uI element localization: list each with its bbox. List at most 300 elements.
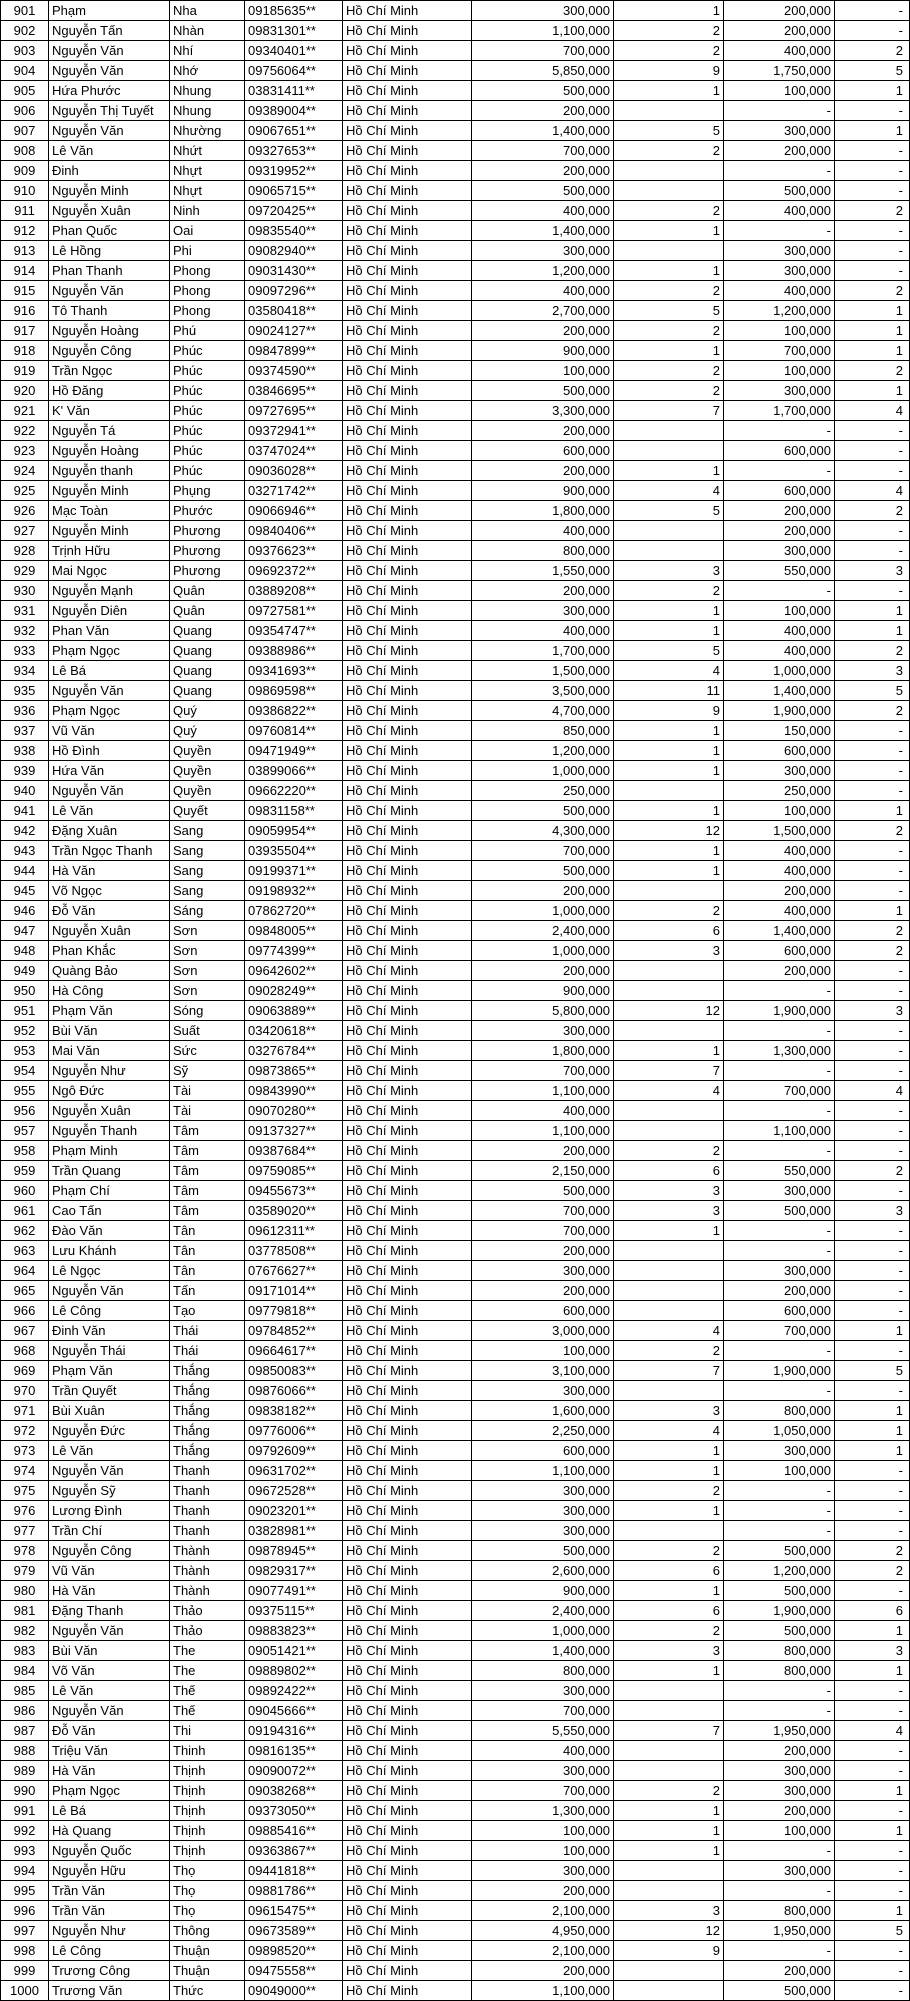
cell-count: 2	[614, 381, 724, 401]
cell-index: 985	[1, 1681, 49, 1701]
table-row	[1, 581, 910, 601]
cell-amount: 500,000	[472, 1541, 614, 1561]
cell-amount: 300,000	[472, 241, 614, 261]
cell-amount: 2,100,000	[472, 1901, 614, 1921]
cell-count: 2	[614, 581, 724, 601]
cell-amount-2: 1,900,000	[724, 1001, 835, 1021]
cell-index: 917	[1, 321, 49, 341]
cell-amount-2: 300,000	[724, 1761, 835, 1781]
cell-count-2: 1	[835, 1421, 910, 1441]
cell-count-2: 5	[835, 1921, 910, 1941]
cell-count: 6	[614, 1601, 724, 1621]
cell-given-name: Thi	[170, 1721, 245, 1741]
cell-phone: 09848005**	[245, 921, 343, 941]
cell-count: 3	[614, 1901, 724, 1921]
cell-amount-2: -	[724, 1021, 835, 1041]
cell-index: 1000	[1, 1981, 49, 2001]
cell-index: 947	[1, 921, 49, 941]
cell-surname: Mạc Toàn	[49, 501, 170, 521]
cell-phone: 09090072**	[245, 1761, 343, 1781]
cell-count: 2	[614, 1481, 724, 1501]
cell-city: Hồ Chí Minh	[343, 621, 472, 641]
cell-phone: 09727581**	[245, 601, 343, 621]
cell-amount: 200,000	[472, 881, 614, 901]
cell-phone: 09036028**	[245, 461, 343, 481]
cell-city: Hồ Chí Minh	[343, 1181, 472, 1201]
cell-phone: 09672528**	[245, 1481, 343, 1501]
cell-city: Hồ Chí Minh	[343, 961, 472, 981]
table-row	[1, 801, 910, 821]
cell-amount-2: 300,000	[724, 241, 835, 261]
cell-amount-2: 1,500,000	[724, 821, 835, 841]
cell-count: 1	[614, 341, 724, 361]
cell-given-name: Phước	[170, 501, 245, 521]
cell-surname: Đinh Văn	[49, 1321, 170, 1341]
cell-given-name: Sơn	[170, 981, 245, 1001]
cell-count: 2	[614, 21, 724, 41]
cell-city: Hồ Chí Minh	[343, 1101, 472, 1121]
cell-index: 958	[1, 1141, 49, 1161]
cell-given-name: Nhớ	[170, 61, 245, 81]
cell-amount: 600,000	[472, 1301, 614, 1321]
cell-index: 971	[1, 1401, 49, 1421]
cell-phone: 09840406**	[245, 521, 343, 541]
table-row	[1, 861, 910, 881]
cell-amount-2: -	[724, 1061, 835, 1081]
cell-city: Hồ Chí Minh	[343, 1121, 472, 1141]
cell-surname: Nguyễn Diên	[49, 601, 170, 621]
cell-given-name: Thanh	[170, 1521, 245, 1541]
cell-index: 992	[1, 1821, 49, 1841]
table-row	[1, 881, 910, 901]
table-row	[1, 1241, 910, 1261]
cell-index: 983	[1, 1641, 49, 1661]
table-row	[1, 241, 910, 261]
cell-surname: Lưu Khánh	[49, 1241, 170, 1261]
cell-city: Hồ Chí Minh	[343, 341, 472, 361]
cell-count-2: -	[835, 1341, 910, 1361]
cell-count-2: -	[835, 1301, 910, 1321]
cell-surname: Nguyễn Công	[49, 341, 170, 361]
cell-count-2: 2	[835, 941, 910, 961]
cell-count: 3	[614, 1181, 724, 1201]
cell-surname: Lê Bá	[49, 1801, 170, 1821]
cell-count: 1	[614, 1661, 724, 1681]
cell-city: Hồ Chí Minh	[343, 241, 472, 261]
cell-count-2: 1	[835, 1401, 910, 1421]
cell-amount: 200,000	[472, 581, 614, 601]
cell-amount: 400,000	[472, 521, 614, 541]
cell-amount: 1,800,000	[472, 501, 614, 521]
table-row	[1, 1101, 910, 1121]
cell-count: 12	[614, 821, 724, 841]
cell-surname: Nguyễn Văn	[49, 41, 170, 61]
cell-amount: 2,400,000	[472, 921, 614, 941]
cell-count: 1	[614, 741, 724, 761]
cell-index: 996	[1, 1901, 49, 1921]
table-row	[1, 1221, 910, 1241]
cell-phone: 09615475**	[245, 1901, 343, 1921]
cell-index: 936	[1, 701, 49, 721]
cell-count: 12	[614, 1001, 724, 1021]
cell-amount-2: 200,000	[724, 881, 835, 901]
cell-count-2: -	[835, 1801, 910, 1821]
cell-surname: Hà Công	[49, 981, 170, 1001]
cell-amount-2: 100,000	[724, 601, 835, 621]
cell-count: 4	[614, 1081, 724, 1101]
cell-surname: Trần Văn	[49, 1881, 170, 1901]
cell-phone: 09883823**	[245, 1621, 343, 1641]
cell-index: 907	[1, 121, 49, 141]
cell-amount: 200,000	[472, 161, 614, 181]
cell-index: 906	[1, 101, 49, 121]
cell-phone: 09066946**	[245, 501, 343, 521]
cell-city: Hồ Chí Minh	[343, 1221, 472, 1241]
cell-phone: 03589020**	[245, 1201, 343, 1221]
cell-surname: Đỗ Văn	[49, 901, 170, 921]
cell-amount-2: 500,000	[724, 1541, 835, 1561]
cell-given-name: Phúc	[170, 401, 245, 421]
cell-amount: 1,100,000	[472, 1121, 614, 1141]
cell-given-name: Quang	[170, 681, 245, 701]
cell-given-name: Phúc	[170, 421, 245, 441]
cell-amount-2: -	[724, 421, 835, 441]
cell-city: Hồ Chí Minh	[343, 361, 472, 381]
cell-city: Hồ Chí Minh	[343, 321, 472, 341]
cell-amount-2: 1,100,000	[724, 1121, 835, 1141]
cell-index: 918	[1, 341, 49, 361]
cell-city: Hồ Chí Minh	[343, 741, 472, 761]
cell-phone: 09023201**	[245, 1501, 343, 1521]
cell-amount: 800,000	[472, 1661, 614, 1681]
cell-index: 922	[1, 421, 49, 441]
table-row	[1, 1561, 910, 1581]
cell-surname: Nguyễn Thanh	[49, 1121, 170, 1141]
cell-count	[614, 1301, 724, 1321]
cell-count: 4	[614, 1421, 724, 1441]
cell-phone: 09475558**	[245, 1961, 343, 1981]
cell-amount-2: 1,750,000	[724, 61, 835, 81]
cell-amount-2: 600,000	[724, 441, 835, 461]
cell-count-2: 2	[835, 821, 910, 841]
cell-index: 915	[1, 281, 49, 301]
cell-amount: 500,000	[472, 81, 614, 101]
cell-amount: 700,000	[472, 1701, 614, 1721]
cell-amount: 4,950,000	[472, 1921, 614, 1941]
cell-amount: 300,000	[472, 1861, 614, 1881]
cell-given-name: Thọ	[170, 1901, 245, 1921]
cell-count	[614, 541, 724, 561]
cell-surname: Vũ Văn	[49, 721, 170, 741]
table-row	[1, 1081, 910, 1101]
cell-surname: Lê Ngọc	[49, 1261, 170, 1281]
cell-phone: 09831158**	[245, 801, 343, 821]
table-row	[1, 1401, 910, 1421]
cell-count: 1	[614, 261, 724, 281]
cell-city: Hồ Chí Minh	[343, 1201, 472, 1221]
cell-given-name: Tấn	[170, 1281, 245, 1301]
cell-amount: 100,000	[472, 1821, 614, 1841]
cell-given-name: Phúc	[170, 341, 245, 361]
cell-count-2: -	[835, 101, 910, 121]
cell-amount: 1,000,000	[472, 901, 614, 921]
cell-index: 937	[1, 721, 49, 741]
cell-given-name: Quyền	[170, 781, 245, 801]
cell-amount-2: 1,900,000	[724, 1361, 835, 1381]
cell-count: 3	[614, 561, 724, 581]
table-row	[1, 761, 910, 781]
cell-index: 933	[1, 641, 49, 661]
cell-given-name: Phúc	[170, 461, 245, 481]
table-row	[1, 301, 910, 321]
cell-amount-2: 700,000	[724, 1081, 835, 1101]
table-row	[1, 1001, 910, 1021]
cell-count: 3	[614, 1641, 724, 1661]
cell-count: 1	[614, 1461, 724, 1481]
table-row	[1, 901, 910, 921]
cell-given-name: Phú	[170, 321, 245, 341]
cell-given-name: Tài	[170, 1081, 245, 1101]
cell-phone: 09388986**	[245, 641, 343, 661]
cell-count: 2	[614, 141, 724, 161]
cell-count	[614, 1881, 724, 1901]
cell-amount: 2,150,000	[472, 1161, 614, 1181]
cell-phone: 09889802**	[245, 1661, 343, 1681]
cell-amount-2: 800,000	[724, 1901, 835, 1921]
cell-count-2: 2	[835, 361, 910, 381]
cell-amount: 700,000	[472, 841, 614, 861]
cell-given-name: Sang	[170, 861, 245, 881]
cell-count-2: -	[835, 1941, 910, 1961]
cell-amount: 600,000	[472, 1441, 614, 1461]
cell-given-name: Nhựt	[170, 181, 245, 201]
cell-given-name: Nhí	[170, 41, 245, 61]
cell-count-2: -	[835, 541, 910, 561]
cell-index: 979	[1, 1561, 49, 1581]
cell-amount: 3,100,000	[472, 1361, 614, 1381]
cell-amount-2: -	[724, 1521, 835, 1541]
cell-city: Hồ Chí Minh	[343, 681, 472, 701]
cell-given-name: Thế	[170, 1701, 245, 1721]
cell-surname: Nguyễn Văn	[49, 1621, 170, 1641]
cell-count: 1	[614, 1821, 724, 1841]
cell-phone: 09082940**	[245, 241, 343, 261]
cell-count: 1	[614, 81, 724, 101]
cell-count: 1	[614, 1501, 724, 1521]
cell-amount: 2,100,000	[472, 1941, 614, 1961]
table-row	[1, 1301, 910, 1321]
cell-phone: 03935504**	[245, 841, 343, 861]
cell-surname: Phan Quốc	[49, 221, 170, 241]
cell-given-name: Phi	[170, 241, 245, 261]
cell-count	[614, 1961, 724, 1981]
cell-count-2: 1	[835, 1781, 910, 1801]
cell-amount-2: 600,000	[724, 741, 835, 761]
cell-count-2: -	[835, 441, 910, 461]
table-row	[1, 261, 910, 281]
cell-amount-2: -	[724, 1501, 835, 1521]
cell-surname: Lê Văn	[49, 1441, 170, 1461]
cell-given-name: Thịnh	[170, 1821, 245, 1841]
cell-index: 977	[1, 1521, 49, 1541]
cell-index: 966	[1, 1301, 49, 1321]
cell-count-2: -	[835, 1221, 910, 1241]
cell-amount: 3,500,000	[472, 681, 614, 701]
cell-count-2: -	[835, 1501, 910, 1521]
table-row	[1, 701, 910, 721]
cell-amount-2: 200,000	[724, 1, 835, 21]
table-row	[1, 21, 910, 41]
cell-index: 913	[1, 241, 49, 261]
cell-count-2: 1	[835, 121, 910, 141]
cell-given-name: Phong	[170, 281, 245, 301]
cell-amount: 1,300,000	[472, 1801, 614, 1821]
cell-city: Hồ Chí Minh	[343, 1501, 472, 1521]
cell-count-2: 1	[835, 321, 910, 341]
cell-phone: 09063889**	[245, 1001, 343, 1021]
cell-given-name: Thanh	[170, 1501, 245, 1521]
cell-index: 923	[1, 441, 49, 461]
cell-surname: Trần Quang	[49, 1161, 170, 1181]
cell-amount: 300,000	[472, 1021, 614, 1041]
table-row	[1, 681, 910, 701]
cell-count: 6	[614, 1161, 724, 1181]
cell-given-name: Thọ	[170, 1881, 245, 1901]
cell-count	[614, 1861, 724, 1881]
cell-count: 3	[614, 1201, 724, 1221]
cell-phone: 09720425**	[245, 201, 343, 221]
cell-phone: 09831301**	[245, 21, 343, 41]
table-row	[1, 741, 910, 761]
cell-count-2: 2	[835, 501, 910, 521]
cell-amount-2: 400,000	[724, 841, 835, 861]
cell-count-2: 2	[835, 641, 910, 661]
cell-amount: 400,000	[472, 1101, 614, 1121]
table-row	[1, 1161, 910, 1181]
cell-surname: Nguyễn Như	[49, 1061, 170, 1081]
cell-given-name: The	[170, 1661, 245, 1681]
cell-amount: 1,000,000	[472, 761, 614, 781]
cell-surname: Nguyễn Hoàng	[49, 321, 170, 341]
cell-amount-2: 400,000	[724, 201, 835, 221]
cell-amount: 1,100,000	[472, 1081, 614, 1101]
cell-amount-2: -	[724, 461, 835, 481]
cell-city: Hồ Chí Minh	[343, 1461, 472, 1481]
cell-count-2: 1	[835, 381, 910, 401]
table-row	[1, 1981, 910, 2001]
cell-amount: 300,000	[472, 1681, 614, 1701]
cell-given-name: Thọ	[170, 1861, 245, 1881]
cell-amount-2: -	[724, 1141, 835, 1161]
cell-count-2: 2	[835, 201, 910, 221]
table-row	[1, 401, 910, 421]
table-row	[1, 181, 910, 201]
cell-city: Hồ Chí Minh	[343, 1801, 472, 1821]
table-row	[1, 1321, 910, 1341]
cell-surname: Nguyễn Văn	[49, 1281, 170, 1301]
cell-given-name: Nhường	[170, 121, 245, 141]
cell-count: 1	[614, 621, 724, 641]
cell-count: 2	[614, 361, 724, 381]
cell-surname: Đặng Thanh	[49, 1601, 170, 1621]
cell-count: 9	[614, 701, 724, 721]
cell-amount-2: 1,700,000	[724, 401, 835, 421]
cell-index: 972	[1, 1421, 49, 1441]
cell-amount: 2,600,000	[472, 1561, 614, 1581]
cell-given-name: Thế	[170, 1681, 245, 1701]
cell-given-name: Sóng	[170, 1001, 245, 1021]
cell-amount: 500,000	[472, 861, 614, 881]
cell-count-2: -	[835, 741, 910, 761]
table-row	[1, 561, 910, 581]
cell-count-2: 5	[835, 681, 910, 701]
cell-given-name: Tâm	[170, 1161, 245, 1181]
cell-given-name: Quyền	[170, 741, 245, 761]
cell-given-name: Thắng	[170, 1361, 245, 1381]
cell-amount-2: 500,000	[724, 1581, 835, 1601]
cell-phone: 09892422**	[245, 1681, 343, 1701]
cell-surname: Lê Văn	[49, 1681, 170, 1701]
cell-phone: 09198932**	[245, 881, 343, 901]
cell-given-name: Thuận	[170, 1961, 245, 1981]
cell-count: 2	[614, 1341, 724, 1361]
cell-city: Hồ Chí Minh	[343, 1681, 472, 1701]
cell-amount-2: 1,950,000	[724, 1921, 835, 1941]
cell-surname: Nguyễn Công	[49, 1541, 170, 1561]
cell-surname: Lê Công	[49, 1941, 170, 1961]
cell-surname: Ngô Đức	[49, 1081, 170, 1101]
cell-count: 1	[614, 1221, 724, 1241]
cell-amount-2: 300,000	[724, 541, 835, 561]
cell-amount-2: 300,000	[724, 261, 835, 281]
cell-phone: 09059954**	[245, 821, 343, 841]
cell-city: Hồ Chí Minh	[343, 1, 472, 21]
cell-index: 925	[1, 481, 49, 501]
cell-amount-2: 200,000	[724, 141, 835, 161]
cell-given-name: Suất	[170, 1021, 245, 1041]
cell-given-name: Thái	[170, 1321, 245, 1341]
cell-phone: 09843990**	[245, 1081, 343, 1101]
table-row	[1, 341, 910, 361]
cell-index: 984	[1, 1661, 49, 1681]
cell-index: 943	[1, 841, 49, 861]
cell-phone: 09779818**	[245, 1301, 343, 1321]
table-row	[1, 81, 910, 101]
cell-count-2: 1	[835, 301, 910, 321]
cell-count-2: 3	[835, 1001, 910, 1021]
table-row	[1, 1881, 910, 1901]
cell-given-name: Sơn	[170, 921, 245, 941]
cell-given-name: Thắng	[170, 1441, 245, 1461]
cell-phone: 09065715**	[245, 181, 343, 201]
cell-given-name: Sáng	[170, 901, 245, 921]
cell-phone: 09835540**	[245, 221, 343, 241]
cell-count	[614, 1681, 724, 1701]
cell-given-name: Thắng	[170, 1421, 245, 1441]
cell-given-name: Sức	[170, 1041, 245, 1061]
cell-given-name: Sơn	[170, 961, 245, 981]
cell-amount: 200,000	[472, 101, 614, 121]
table-row	[1, 1281, 910, 1301]
cell-city: Hồ Chí Minh	[343, 941, 472, 961]
cell-surname: Phan Khắc	[49, 941, 170, 961]
cell-amount-2: -	[724, 1381, 835, 1401]
cell-amount-2: -	[724, 1841, 835, 1861]
cell-count-2: -	[835, 1521, 910, 1541]
cell-surname: Phan Văn	[49, 621, 170, 641]
cell-given-name: Thành	[170, 1541, 245, 1561]
cell-amount: 300,000	[472, 601, 614, 621]
